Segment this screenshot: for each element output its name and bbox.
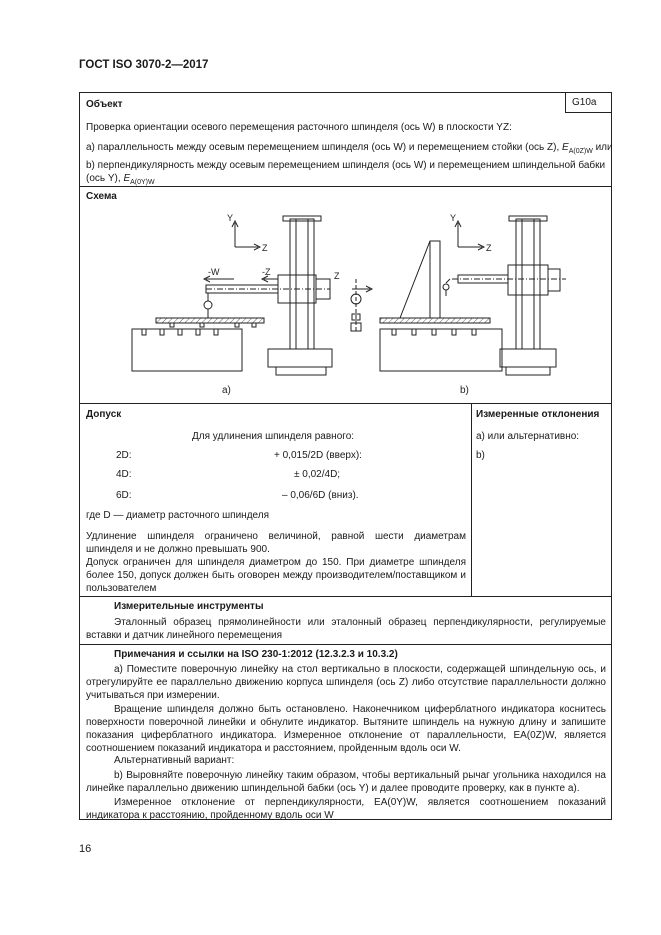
machine-table-a bbox=[132, 329, 242, 371]
notes-paragraph-5: Измеренное отклонение от перпендикулярности, EA(0Y)W, является соотношением показаний индикатора к расстоянию, пройденному вдоль оси W bbox=[86, 797, 606, 821]
figure-b-z-label: Z bbox=[486, 243, 492, 253]
notes-paragraph-1: a) Поместите поверочную линейку на стол вертикально в плоскости, содержащей шпиндельную ось, и отрегулируйте ее параллельно движению корпуса шпинделя (ось Z) либо отсутствие параллельности должно учитываться при измерении. bbox=[86, 664, 606, 701]
instruments-text: Эталонный образец прямолинейности или эталонный образец перпендикулярности, регулируемые вставки и датчик линейного перемещения bbox=[86, 617, 606, 641]
straightedge-b bbox=[380, 318, 490, 323]
tolerance-key-4d: 4D: bbox=[116, 469, 132, 480]
scheme-drawing bbox=[80, 201, 611, 401]
document-header: ГОСТ ISO 3070-2—2017 bbox=[79, 59, 209, 71]
object-intro: Проверка ориентации осевого перемещения расточного шпинделя (ось W) в плоскости YZ: bbox=[86, 122, 512, 133]
object-item-b-text: b) перпендикулярность между осевым перемещением шпинделя (ось W) и перемещением шпиндельной бабки (ось Y), bbox=[86, 160, 606, 184]
column-a bbox=[290, 219, 314, 349]
divider-scheme-tolerance bbox=[80, 403, 611, 404]
figure-a-caption: a) bbox=[222, 385, 231, 396]
object-item-b bbox=[86, 159, 608, 189]
object-item-b-symbol: E bbox=[123, 173, 131, 184]
notes-paragraph-4: b) Выровняйте поверочную линейку таким образом, чтобы вертикальный рычаг угольника находился на линейке параллельно движению шпиндельной бабки (ось Y) и далее проводите проверку, как в пункте a). bbox=[86, 770, 606, 794]
object-item-a-tail: или bbox=[595, 142, 613, 153]
tolerance-key-6d: 6D: bbox=[116, 490, 132, 501]
column-b bbox=[516, 219, 540, 349]
figure-b-y-label: Y bbox=[450, 213, 457, 223]
tolerance-d-note: где D — диаметр расточного шпинделя bbox=[86, 510, 270, 521]
tolerance-note-2: Допуск ограничен для шпинделя диаметром до 150. При диаметре шпинделя более 150, допуск должен быть оговорен между производителем/поставщиком и пользователем bbox=[86, 557, 466, 594]
tolerance-note-1: Удлинение шпинделя ограничено величиной, равной шести диаметрам шпинделя и не должно превышать 900. bbox=[86, 531, 466, 555]
figure-a-y-label: Y bbox=[227, 213, 234, 223]
tolerance-value-2d: + 0,015/2D (вверх): bbox=[274, 450, 362, 461]
tolerance-column-divider bbox=[471, 403, 472, 596]
object-item-a-subscript: A(0Z)W bbox=[568, 148, 593, 155]
dial-indicator-a bbox=[204, 301, 212, 309]
tolerance-intro: Для удлинения шпинделя равного: bbox=[192, 431, 355, 442]
object-heading: Объект bbox=[86, 99, 123, 110]
tolerance-value-6d: – 0,06/6D (вниз). bbox=[282, 490, 359, 501]
figure-a-side-z-label: Z bbox=[334, 271, 340, 281]
divider-tolerance-instruments bbox=[80, 596, 611, 597]
measured-a: a) или альтернативно: bbox=[476, 431, 580, 442]
test-code-box bbox=[565, 93, 612, 113]
instruments-heading: Измерительные инструменты bbox=[114, 601, 264, 612]
tolerance-value-4d: ± 0,02/4D; bbox=[294, 469, 341, 480]
machine-table-b bbox=[380, 329, 502, 371]
tolerance-key-2d: 2D: bbox=[116, 450, 132, 461]
divider-object-scheme bbox=[80, 186, 611, 187]
square-b bbox=[400, 241, 440, 318]
object-item-a-symbol: E bbox=[562, 142, 569, 153]
figure-a-z-label: Z bbox=[262, 243, 268, 253]
figure-a-minus-w-label: -W bbox=[208, 267, 220, 277]
page-number: 16 bbox=[79, 843, 92, 855]
figure-b bbox=[380, 216, 566, 375]
notes-paragraph-3: Альтернативный вариант: bbox=[114, 755, 235, 766]
figure-b-caption: b) bbox=[460, 385, 469, 396]
object-item-b-subscript: A(0Y)W bbox=[130, 179, 155, 186]
object-item-a-text: a) параллельность между осевым перемещением шпинделя (ось W) и перемещением стойки (ось Z), bbox=[86, 142, 560, 153]
notes-paragraph-2: Вращение шпинделя должно быть остановлено. Наконечником циферблатного индикатора коснитесь поверхности поверочной линейки и обнулите индикатор. Вытяните шпиндель на нужную длину и запишите показания циферблатного индикатора. Измеренное отклонение от параллельности, EA(0Z)W, является соотношением показаний индикатора и расстоянием, пройденным вдоль оси W. bbox=[86, 704, 606, 754]
scheme-heading: Схема bbox=[86, 191, 117, 202]
figure-a-minus-z-label: -Z bbox=[262, 267, 271, 277]
straightedge-a bbox=[156, 318, 264, 323]
test-sheet-table bbox=[79, 92, 612, 820]
divider-instruments-notes bbox=[80, 644, 611, 645]
column-base-b bbox=[500, 349, 556, 367]
measured-heading: Измеренные отклонения bbox=[476, 409, 600, 420]
test-code: G10a bbox=[572, 97, 597, 108]
figure-a bbox=[132, 216, 372, 375]
measured-b: b) bbox=[476, 450, 485, 461]
tolerance-heading: Допуск bbox=[86, 409, 122, 420]
object-item-a bbox=[86, 141, 613, 158]
spindle-head-b bbox=[508, 265, 548, 295]
notes-heading: Примечания и ссылки на ISO 230-1:2012 (12.3.2.3 и 10.3.2) bbox=[114, 649, 398, 660]
column-base-a bbox=[268, 349, 332, 367]
